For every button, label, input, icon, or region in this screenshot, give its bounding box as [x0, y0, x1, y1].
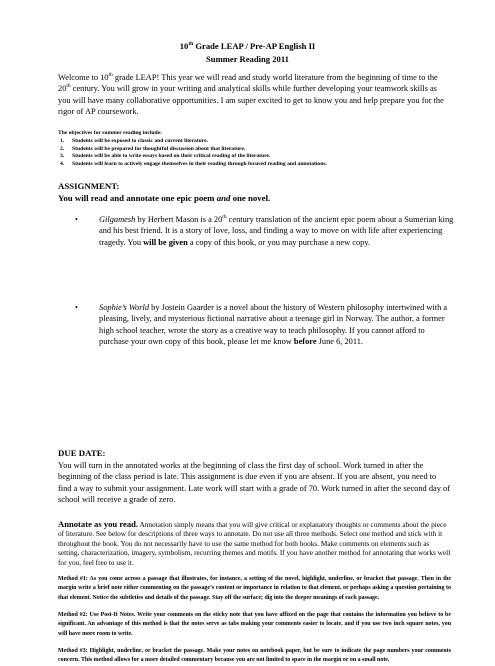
due-date-paragraph: You will turn in the annotated works at the beginning of class the first day of school. Work turned in after the beginning of the class period is late. This assignment is due even if you are absent. If you are absent, you need to find a way to submit your assignment. Late work will start with a grade of 70. Work turned in after the second day of school will receive a grade of zero.	[58, 461, 451, 505]
book-text: a copy of this book, or you may purchase a new copy.	[187, 237, 371, 247]
method-1-paragraph: Method #1: As you come across a passage that illustrates, for instance, a setting of the novel, highlight, underline, or bracket that passage. Then in the margin write a brief note either commenting on the passage’s content or importance in relation to that element, or perhaps asking a question pertaining to that element. Notice the subtleties and details of the passage. Stay off the surface; dig into the deeper meanings of each passage.	[58, 576, 451, 601]
objectives-heading: The objectives for summer reading include:	[58, 130, 162, 136]
due-date-heading: DUE DATE:	[58, 448, 106, 458]
document-title	[0, 41, 495, 52]
method-2-paragraph: Method #2: Use Post-It Notes. Write your comments on the sticky note that you have affixed on the page that contains the information you believe to be significant. An advantage of this method is that the notes serve as tabs making your comments easier to locate, and if you use two inch square notes, you will have more room to write.	[58, 612, 451, 637]
annotate-lead: Annotate as you read.	[58, 519, 139, 529]
intro-sup-2: th	[66, 83, 71, 90]
objective-text: Students will be able to write essays based on their critical reading of the literature.	[72, 153, 271, 160]
title-grade-superscript: th	[188, 41, 194, 48]
bullet-icon: •	[75, 303, 78, 312]
assignment-sub-and: and	[216, 193, 231, 203]
bullet-icon: •	[75, 215, 78, 224]
book-text: June 6, 2011.	[316, 337, 364, 347]
book-sup: th	[222, 214, 227, 221]
intro-paragraph	[58, 72, 451, 118]
objective-number: 3.	[60, 153, 65, 160]
book-description	[99, 302, 455, 348]
book-title: Gilgamesh	[99, 215, 136, 224]
annotate-paragraph	[58, 520, 451, 567]
objective-text: Students will learn to actively engage themselves in their reading through focused reading and annotations.	[72, 160, 327, 167]
book-description	[99, 214, 455, 248]
intro-text-2: grade LEAP! This year we will read and study world literature from the beginning of time to the 20	[58, 73, 438, 94]
intro-sup-1: th	[108, 72, 113, 79]
book-text: by Herbert Mason is a 20	[135, 215, 223, 224]
assignment-heading: ASSIGNMENT:	[58, 181, 120, 191]
annotate-text: Annotation simply means that you will give critical or explanatory thoughts or comments about the piece of literature. See below for descriptions of three ways to annotate. Do not use all three methods. Select one method and stick with it throughout the book. You do not necessarily have to use the same method for both books. Make comments on elements such as setting, characterization, imagery, symbolism, recurring themes and motifs. If you have another method for annotating that works well for you, feel free to use it.	[58, 520, 451, 567]
title-grade-number: 10	[179, 41, 189, 51]
assignment-subheading	[58, 193, 270, 204]
objectives-list	[58, 138, 327, 168]
book-emphasis: will be given	[143, 237, 188, 247]
objective-item	[58, 153, 327, 161]
book-title: Sophie’s World	[99, 303, 150, 312]
objective-number: 2.	[60, 145, 65, 152]
assignment-sub-text-1: You will read and annotate one epic poem	[58, 193, 217, 203]
objective-number: 1.	[60, 138, 65, 144]
book-text: by Jostein Gaarder is a novel about the history of Western philosophy intertwined with a pleasing, lively, and mysterious fictional narrative about a teenage girl in Norway. The author, a former high school teacher, wrote the story as a creative way to teach philosophy. If you cannot afford to purchase your own copy of this book, please let me know	[99, 303, 448, 347]
objective-item	[58, 161, 327, 169]
intro-text-3: century. You will grow in your writing and analytical skills while further developing your teamwork skills as you will have many collaborative opportunities. I am super excited to get to know you and help prepare you for the rigor of AP coursework.	[58, 84, 444, 117]
objective-item	[58, 146, 327, 154]
book-text: century translation of the ancient epic poem about a Sumerian king and his best friend. It is a story of love, loss, and finding a way to move on with life after experiencing tragedy. You	[99, 215, 454, 247]
document-subtitle: Summer Reading 2011	[206, 54, 289, 64]
objective-text: Students will be prepared for thoughtful discussion about that literature.	[72, 145, 246, 152]
intro-text-1: Welcome to 10	[58, 73, 109, 82]
method-3-paragraph: Method #3: Highlight, underline, or bracket the passage. Make your notes on notebook paper, but be sure to indicate the page numbers your comments concern. This method allows for a more detailed commentary because you are not limited to space in the margin or on a small note.	[58, 648, 451, 664]
title-course-name: Grade LEAP / Pre-AP English II	[193, 41, 316, 51]
objective-text: Students will be exposed to classic and current literature.	[72, 138, 209, 144]
assignment-sub-text-2: one novel.	[230, 193, 271, 203]
objective-number: 4.	[60, 160, 65, 167]
book-emphasis: before	[293, 337, 317, 347]
objective-item	[58, 138, 327, 146]
